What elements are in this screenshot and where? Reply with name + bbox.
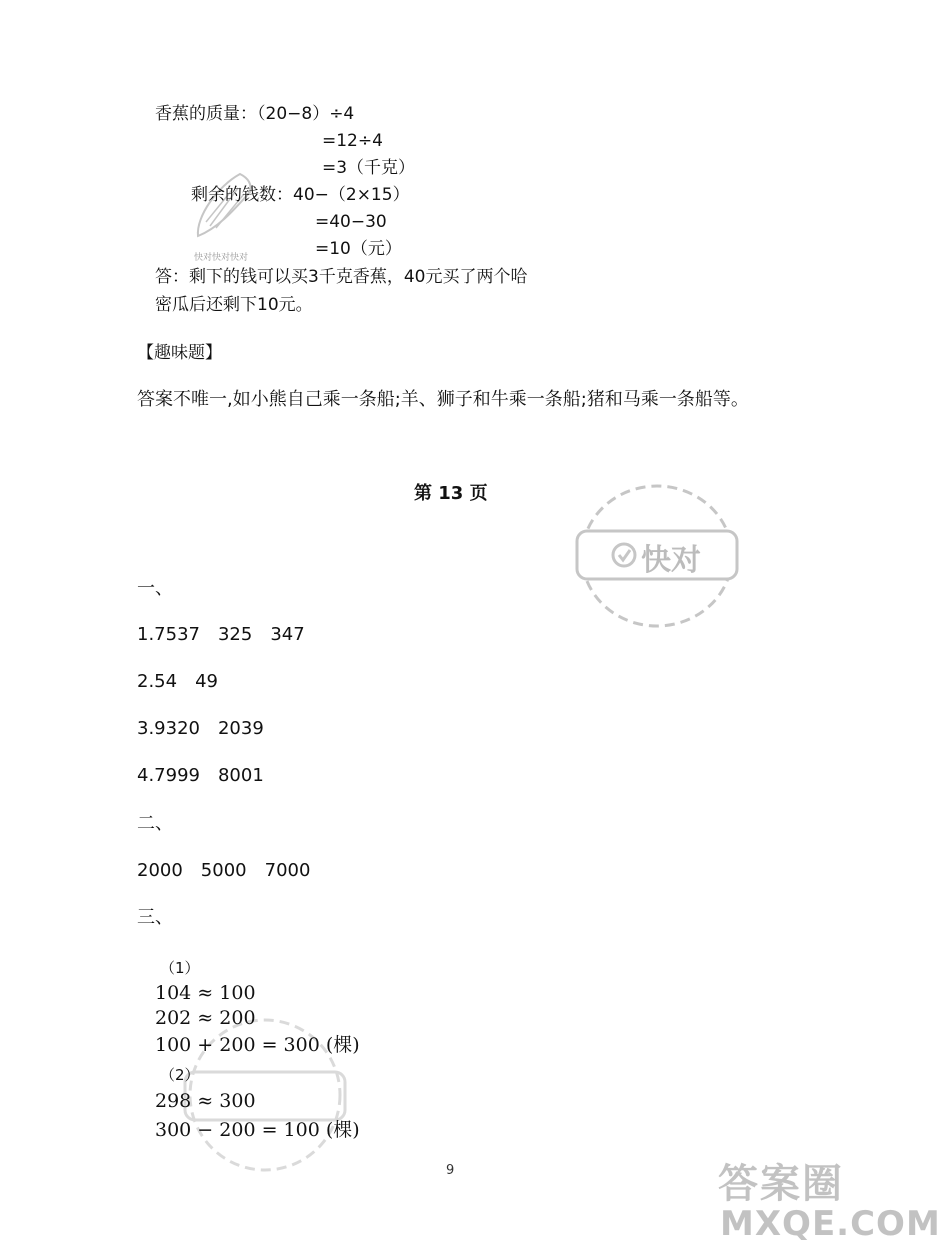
- q2-math-line: 298 ≈ 300: [155, 1090, 256, 1112]
- q1-label: （1）: [160, 959, 200, 977]
- calc-line: 香蕉的质量：（20−8）÷4: [155, 104, 355, 124]
- q1-math-line: 104 ≈ 100: [155, 982, 256, 1004]
- part1-item: 4.7999 8001: [137, 765, 264, 786]
- answer-line: 答：剩下的钱可以买3千克香蕉，40元买了两个哈: [155, 267, 528, 287]
- fun-text: 答案不唯一,如小熊自己乘一条船;羊、狮子和牛乘一条船;猪和马乘一条船等。: [137, 389, 749, 410]
- answer-line: 密瓜后还剩下10元。: [155, 295, 313, 315]
- page-number: 9: [446, 1163, 455, 1178]
- part1-label: 一、: [137, 578, 173, 599]
- q2-math-line: 300 − 200 = 100 (棵): [155, 1119, 360, 1141]
- part2-text: 2000 5000 7000: [137, 860, 311, 881]
- watermark-carrot-icon: [188, 166, 258, 250]
- q1-math-line: 100 + 200 = 300 (棵): [155, 1034, 360, 1056]
- part2-label: 二、: [137, 813, 173, 834]
- calc-line: =3（千克）: [322, 158, 416, 178]
- watermark-corner-logo: 答案圈: [718, 1161, 844, 1207]
- part1-item: 1.7537 325 347: [137, 624, 305, 645]
- calc-line: =10（元）: [315, 239, 402, 259]
- q2-label: （2）: [160, 1066, 200, 1084]
- watermark-small-text: 快对快对快对: [194, 253, 249, 263]
- page-title: 第 13 页: [414, 483, 488, 504]
- fun-heading: 【趣味题】: [137, 343, 222, 363]
- part1-item: 3.9320 2039: [137, 718, 264, 739]
- calc-line: =40−30: [315, 212, 387, 232]
- watermark-site: MXQE.COM: [720, 1204, 941, 1244]
- watermark-stamp-icon: [180, 1010, 350, 1184]
- calc-line: 剩余的钱数：40−（2×15）: [191, 185, 410, 205]
- part3-label: 三、: [137, 907, 173, 928]
- calc-line: =12÷4: [322, 131, 383, 151]
- watermark-brand: 快对: [641, 543, 701, 578]
- part1-item: 2.54 49: [137, 671, 218, 692]
- q1-math-line: 202 ≈ 200: [155, 1007, 256, 1029]
